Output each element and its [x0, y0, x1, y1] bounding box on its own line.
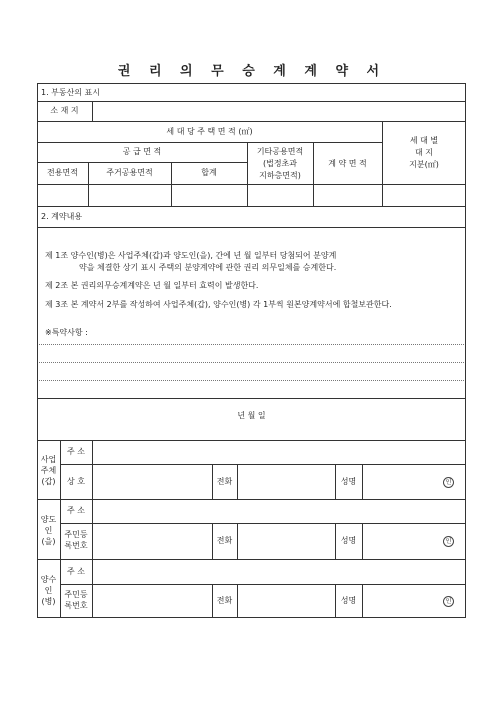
developer-label-3: (갑): [41, 477, 56, 486]
assignee-label-2: 인: [44, 586, 53, 595]
article2: 제 2조 본 권리의무승계계약은 년 월 일부터 효력이 발생한다.: [45, 281, 259, 290]
assignee-phone-label: 전화: [216, 596, 233, 605]
developer-trade-name-label: 상 호: [67, 477, 85, 486]
household-land-line2: 대 지: [415, 148, 433, 157]
developer-label-1: 사업: [40, 455, 57, 464]
assignee-seal-icon: 인: [443, 596, 454, 607]
developer-address-label: 주 소: [67, 447, 85, 456]
assignor-resident-no-label-2: 록번호: [64, 541, 88, 550]
residential-common-header: 주거공용면적: [106, 168, 153, 177]
location-label: 소 재 지: [50, 106, 79, 115]
household-land-line1: 세 대 별: [409, 136, 439, 145]
assignee-label-3: (병): [41, 597, 56, 606]
assignor-address-label: 주 소: [67, 506, 85, 515]
special-terms-label: ※특약사항 :: [45, 328, 88, 337]
developer-seal-icon: 인: [443, 477, 454, 488]
assignee-resident-no-label-1: 주민등: [64, 590, 88, 599]
total-header: 합계: [201, 168, 217, 177]
contract-area-header: 계 약 면 적: [328, 159, 367, 168]
assignor-seal-icon: 인: [443, 536, 454, 547]
other-common-line2: (법정초과: [262, 159, 298, 168]
housing-area-header: 세 대 당 주 택 면 적 (㎡): [166, 127, 253, 136]
contract-date: 년 월 일: [237, 411, 266, 420]
assignor-label-3: (을): [41, 537, 56, 546]
developer-label-2: 주체: [40, 466, 57, 475]
other-common-line3: 지하층면적): [259, 171, 301, 180]
assignor-name-label: 성명: [340, 536, 357, 545]
assignor-label-2: 인: [44, 526, 53, 535]
developer-phone-label: 전화: [216, 477, 233, 486]
assignee-name-label: 성명: [340, 596, 357, 605]
assignee-label-1: 양수: [40, 575, 57, 584]
article3: 제 3조 본 계약서 2부를 작성하여 사업주체(갑), 양수인(병) 각 1부씩 원본양계약서에 합철보관한다.: [45, 300, 392, 309]
assignor-phone-label: 전화: [216, 536, 233, 545]
assignor-resident-no-label-1: 주민등: [64, 530, 88, 539]
other-common-line1: 기타공용면적: [256, 147, 304, 156]
document-title: 권 리 의 무 승 계 계 약 서: [117, 64, 387, 79]
section2-heading: 2. 계약내용: [41, 212, 83, 221]
assignee-address-label: 주 소: [67, 567, 85, 576]
developer-name-label: 성명: [340, 477, 357, 486]
article1-line2: 약을 체결한 상기 표시 주택의 분양계약에 관한 권리 의무일체를 승계한다.: [79, 263, 337, 272]
section1-heading: 1. 부동산의 표시: [41, 88, 101, 97]
assignor-label-1: 양도: [40, 515, 57, 524]
supply-area-header: 공 급 면 적: [122, 147, 162, 156]
household-land-line3: 지분(㎡): [409, 160, 439, 169]
assignee-resident-no-label-2: 록번호: [64, 601, 88, 610]
exclusive-area-header: 전용면적: [47, 168, 78, 177]
article1-line1: 제 1조 양수인(병)은 사업주체(갑)과 양도인(을), 간에 년 월 일부터 당첨되어 분양계: [45, 251, 337, 260]
